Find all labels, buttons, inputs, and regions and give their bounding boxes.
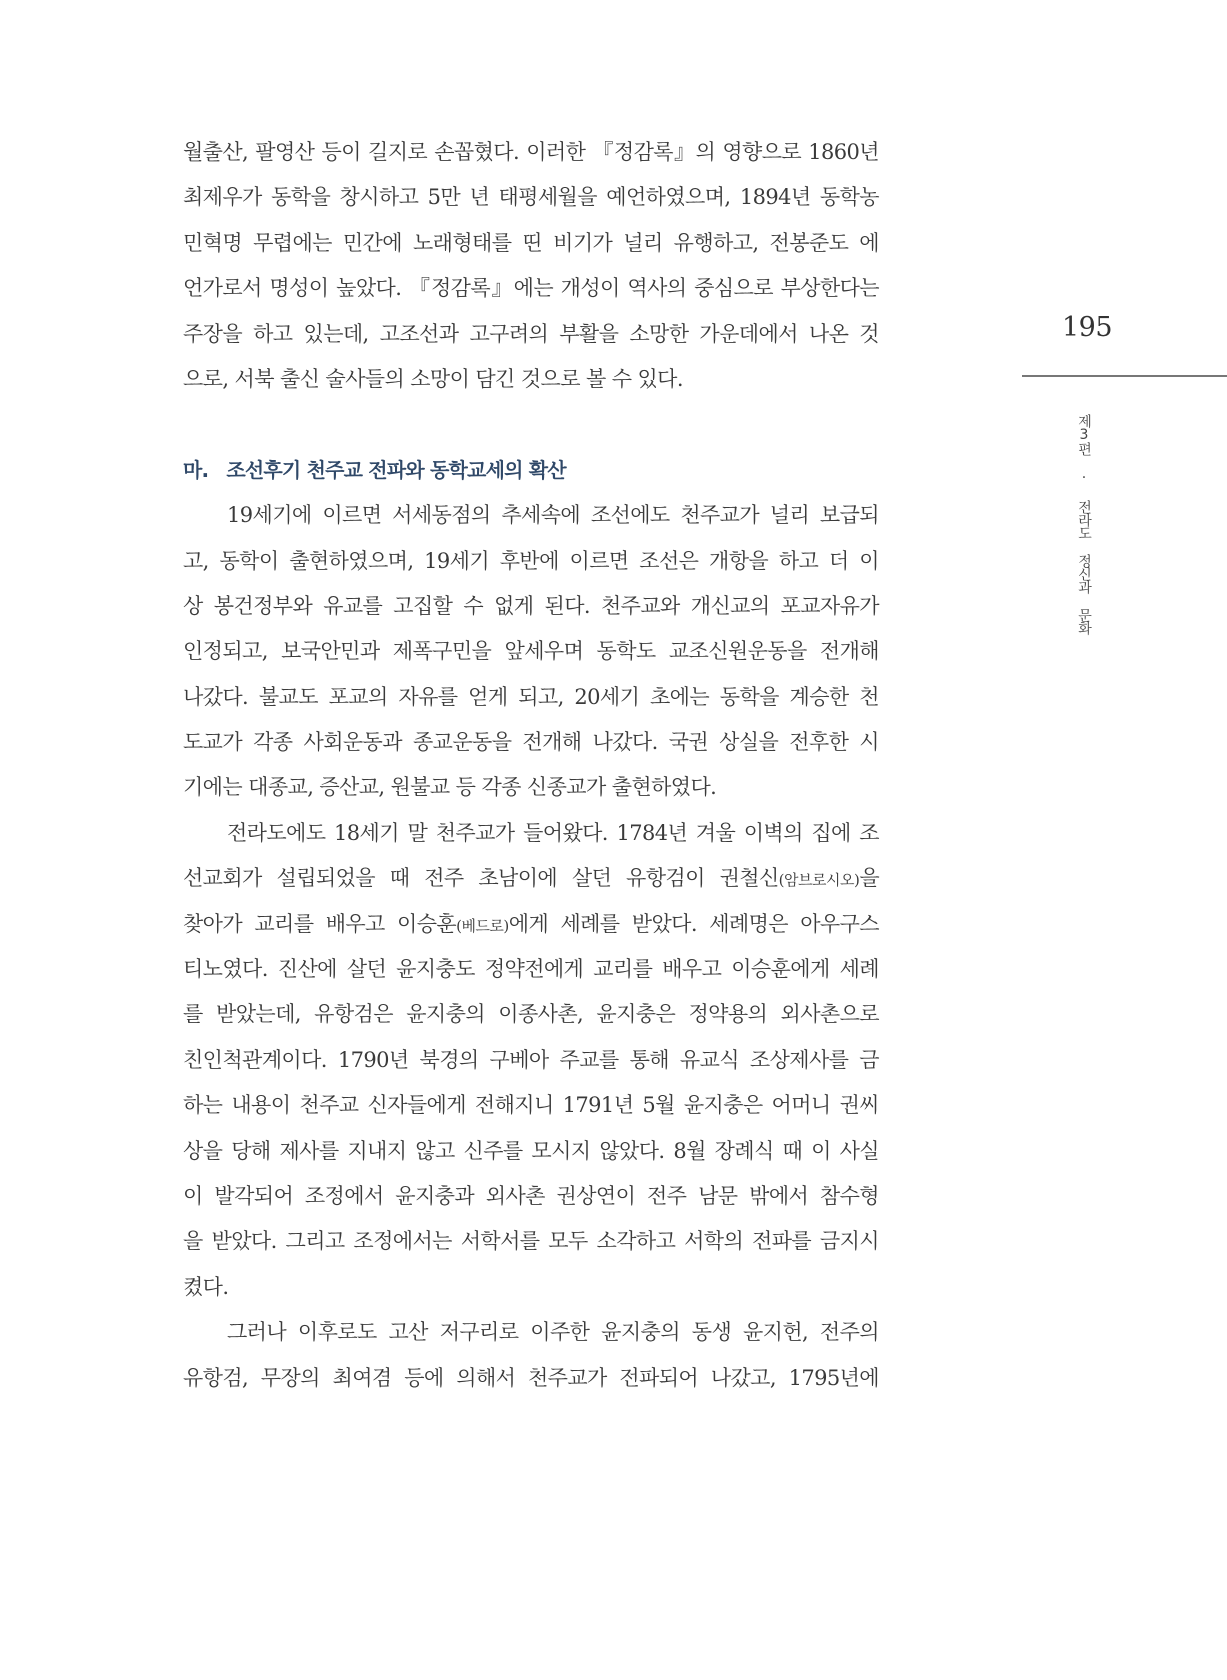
text-segment: 민혁명 무렵에는 민간에 노래형태를 띤 비기가 널리 유행하고, 전봉준도 에 (183, 230, 879, 255)
annotation-text: (베드로) (456, 916, 509, 935)
text-line (183, 539, 879, 584)
text-segment: 도교가 각종 사회운동과 종교운동을 전개해 나갔다. 국권 상실을 전후한 시 (183, 730, 879, 755)
text-segment: 나갔다. 불교도 포교의 자유를 얻게 되고, 20세기 초에는 동학을 계승한 천 (183, 684, 879, 709)
text-segment: 을 받았다. 그리고 조정에서는 서학서를 모두 소각하고 서학의 전파를 금지시 (183, 1229, 879, 1254)
text-segment: 상을 당해 제사를 지내지 않고 신주를 모시지 않았다. 8월 장례식 때 이 사실 (183, 1138, 879, 1163)
text-line (183, 175, 879, 220)
body-text (183, 130, 879, 1401)
text-segment: 월출산, 팔영산 등이 길지로 손꼽혔다. 이러한 『정감록』의 영향으로 1860년 (183, 140, 879, 164)
text-segment: 주장을 하고 있는데, 고조선과 고구려의 부활을 소망한 가운데에서 나온 것 (183, 321, 879, 346)
text-segment: 켰다. (183, 1274, 229, 1299)
running-head: 제3편 · 전라도 정신과 문화 (1076, 414, 1092, 634)
text-line (183, 947, 879, 992)
text-line (183, 1265, 879, 1310)
text-line (183, 1174, 879, 1219)
text-segment: 상 봉건정부와 유교를 고집할 수 없게 된다. 천주교와 개신교의 포교자유가 (183, 593, 879, 618)
text-line (183, 902, 879, 947)
text-line (183, 856, 879, 901)
text-line (183, 221, 879, 266)
page-number: 195 (1062, 312, 1113, 343)
text-segment: 티노였다. 진산에 살던 윤지충도 정약전에게 교리를 배우고 이승훈에게 세례 (183, 957, 879, 982)
section-title: 조선후기 천주교 전파와 동학교세의 확산 (226, 457, 566, 482)
text-line (183, 992, 879, 1037)
section-heading (183, 448, 879, 493)
text-line (183, 765, 879, 810)
text-line (183, 312, 879, 357)
text-segment: 으로, 서북 출신 술사들의 소망이 담긴 것으로 볼 수 있다. (183, 366, 683, 391)
text-segment: 19세기에 이르면 서세동점의 추세속에 조선에도 천주교가 널리 보급되 (227, 503, 879, 528)
text-segment: 하는 내용이 천주교 신자들에게 전해지니 1791년 5월 윤지충은 어머니 권씨 (183, 1093, 879, 1118)
text-segment: 선교회가 설립되었을 때 전주 초남이에 살던 유항검이 권철신 (183, 866, 779, 891)
text-segment: 최제우가 동학을 창시하고 5만 년 태평세월을 예언하였으며, 1894년 동학농 (183, 185, 879, 210)
text-segment: 유항검, 무장의 최여겸 등에 의해서 천주교가 전파되어 나갔고, 1795년에 (183, 1365, 879, 1390)
text-segment: 을 (859, 866, 879, 891)
margin-divider (1022, 375, 1227, 377)
text-line (183, 1083, 879, 1128)
text-line (183, 720, 879, 765)
text-line (183, 493, 879, 538)
text-segment: 찾아가 교리를 배우고 이승훈 (183, 911, 457, 936)
text-line (183, 584, 879, 629)
text-line (183, 1310, 879, 1355)
section-marker: 마. (183, 457, 209, 482)
text-line (183, 1356, 879, 1401)
text-segment: 친인척관계이다. 1790년 북경의 구베아 주교를 통해 유교식 조상제사를 금 (183, 1047, 879, 1072)
text-line (183, 1219, 879, 1264)
text-line (183, 675, 879, 720)
paragraph (183, 1310, 879, 1401)
text-segment: 에게 세례를 받았다. 세례명은 아우구스 (508, 911, 879, 936)
text-segment: 인정되고, 보국안민과 제폭구민을 앞세우며 동학도 교조신원운동을 전개해 (183, 639, 879, 664)
text-segment: 이 발각되어 조정에서 윤지충과 외사촌 권상연이 전주 남문 밖에서 참수형 (183, 1183, 879, 1208)
text-line (183, 1038, 879, 1083)
text-line (183, 266, 879, 311)
text-segment: 언가로서 명성이 높았다. 『정감록』에는 개성이 역사의 중심으로 부상한다는 (183, 276, 879, 301)
text-segment: 고, 동학이 출현하였으며, 19세기 후반에 이르면 조선은 개항을 하고 더 이 (183, 548, 879, 573)
paragraph (183, 493, 879, 811)
paragraph (183, 811, 879, 1310)
paragraph (183, 130, 879, 402)
annotation-text: (암브로시오) (778, 871, 860, 890)
text-line (183, 1129, 879, 1174)
text-line (183, 130, 879, 175)
text-line (183, 357, 879, 402)
text-segment: 전라도에도 18세기 말 천주교가 들어왔다. 1784년 겨울 이벽의 집에 조 (227, 820, 879, 845)
text-segment: 기에는 대종교, 증산교, 원불교 등 각종 신종교가 출현하였다. (183, 775, 717, 800)
text-line (183, 629, 879, 674)
text-segment: 를 받았는데, 유항검은 윤지충의 이종사촌, 윤지충은 정약용의 외사촌으로 (183, 1002, 879, 1027)
text-line (183, 811, 879, 856)
text-segment: 그러나 이후로도 고산 저구리로 이주한 윤지충의 동생 윤지헌, 전주의 (227, 1320, 879, 1345)
